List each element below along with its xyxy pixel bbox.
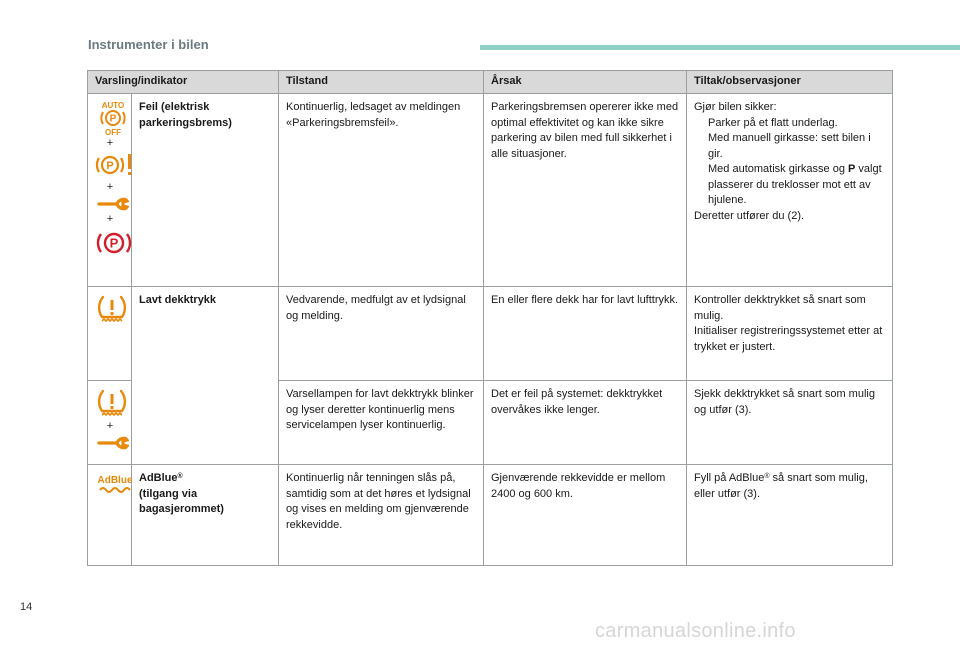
tyre-pressure-warning-icon — [95, 387, 129, 419]
header-action: Tiltak/observasjoner — [687, 71, 893, 94]
section-title: Instrumenter i bilen — [88, 37, 209, 52]
indicator-name: AdBlue® (tilgang via bagasjerommet) — [132, 465, 279, 566]
state-text: Varsellampen for lavt dekktrykk blinker og lyser deretter kontinuerlig mens servicelampen lyser kontinuerlig. — [279, 381, 484, 465]
header-state: Tilstand — [279, 71, 484, 94]
plus-sign: + — [106, 137, 114, 149]
cause-text: Det er feil på systemet: dekktrykket overvåkes ikke lenger. — [484, 381, 687, 465]
svg-text:P: P — [109, 235, 119, 251]
state-text: Kontinuerlig, ledsaget av meldingen «Parkeringsbremsfeil». — [279, 94, 484, 287]
indicator-icons — [88, 94, 132, 287]
action-text: Fyll på AdBlue® så snart som mulig, eller utfør (3). — [687, 465, 893, 566]
cause-text: Parkeringsbremsen opererer ikke med optimal effektivitet og kan ikke sikre parkering av bilen med full sikkerhet i alle situasjoner. — [484, 94, 687, 287]
header-accent-line — [480, 45, 960, 50]
service-wrench-icon — [95, 194, 129, 212]
header-cause: Årsak — [484, 71, 687, 94]
service-wrench-icon — [95, 433, 129, 451]
table-row — [88, 287, 893, 381]
indicator-icons — [88, 381, 132, 465]
action-text: Sjekk dekktrykket så snart som mulig og utfør (3). — [687, 381, 893, 465]
plus-sign: + — [106, 420, 114, 432]
plus-sign: + — [106, 213, 114, 225]
svg-text:P: P — [109, 113, 117, 125]
cause-text: En eller flere dekk har for lavt lufttrykk. — [484, 287, 687, 381]
table-header-row — [88, 71, 893, 94]
svg-text:AUTO: AUTO — [101, 101, 125, 110]
header-indicator: Varsling/indikator — [88, 71, 279, 94]
warning-indicator-table — [87, 70, 893, 566]
indicator-icons — [88, 465, 132, 566]
action-cell — [687, 94, 893, 287]
action-bullet: Med manuell girkasse: sett bilen i gir. — [708, 132, 871, 160]
svg-text:P: P — [106, 160, 114, 172]
cause-text: Gjenværende rekkevidde er mellom 2400 og 600 km. — [484, 465, 687, 566]
state-text: Kontinuerlig når tenningen slås på, samtidig som at det høres et lydsignal og vises en melding om gjenværende rekkevidde. — [279, 465, 484, 566]
state-text: Vedvarende, medfulgt av et lydsignal og melding. — [279, 287, 484, 381]
watermark: carmanualsonline.info — [595, 620, 796, 642]
action-intro: Gjør bilen sikker: — [694, 101, 777, 113]
parking-brake-red-icon — [95, 226, 133, 260]
plus-sign: + — [106, 181, 114, 193]
svg-text:AdBlue: AdBlue — [97, 475, 133, 486]
indicator-icons — [88, 287, 132, 381]
action-outro: Deretter utfører du (2). — [694, 209, 805, 222]
indicator-name: Lavt dekktrykk — [132, 287, 279, 465]
action-bullet: Parker på et flatt underlag. — [708, 116, 838, 129]
adblue-icon — [95, 471, 135, 497]
action-bullet: Med automatisk girkasse og P valgt plasserer du treklosser mot ett av hjulene. — [708, 163, 882, 206]
auto-parking-brake-off-icon — [95, 100, 131, 136]
page-number: 14 — [20, 601, 33, 613]
parking-brake-fault-icon — [95, 150, 135, 180]
table-row — [88, 465, 893, 566]
tyre-pressure-warning-icon — [95, 293, 129, 325]
table-row — [88, 94, 893, 287]
svg-text:OFF: OFF — [105, 128, 121, 136]
indicator-name: Feil (elektrisk parkeringsbrems) — [132, 94, 279, 287]
action-text: Kontroller dekktrykket så snart som mulig. Initialiser registreringssystemet etter at trykket er justert. — [687, 287, 893, 381]
